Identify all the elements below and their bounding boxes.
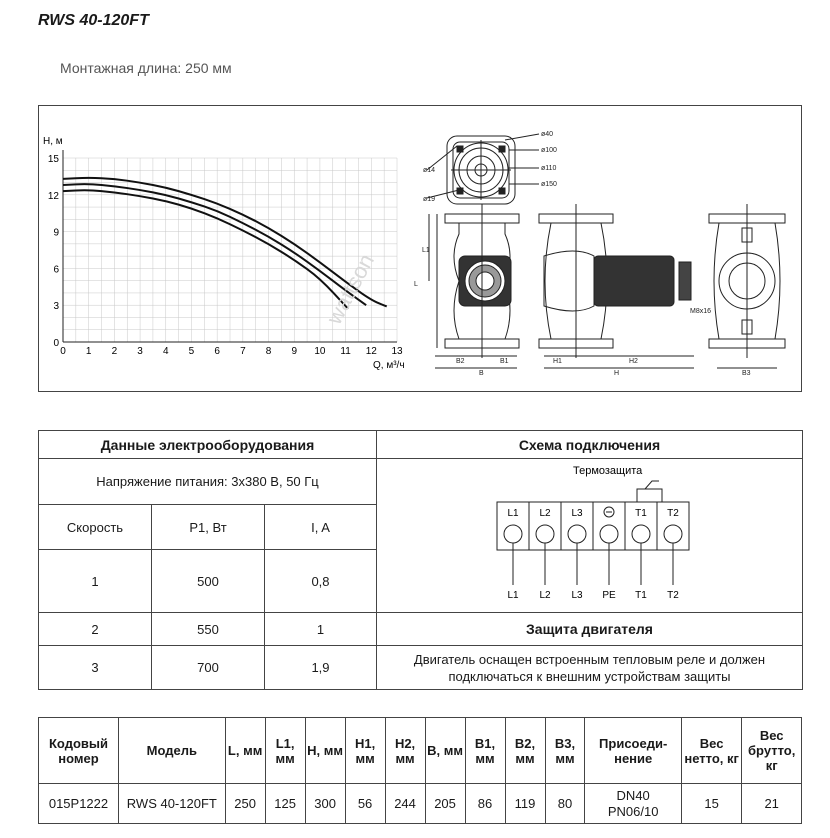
end-view-drawing <box>709 204 785 368</box>
dim-H1: H1 <box>553 358 562 365</box>
x-axis-label: Q, м³/ч <box>373 360 405 371</box>
col-p1-header: P1, Вт <box>152 505 265 550</box>
p1-1: 500 <box>152 550 265 613</box>
terminals <box>504 502 682 601</box>
dim-H2: H2 <box>629 358 638 365</box>
series-line-3 <box>63 190 348 309</box>
spec-col-connection: Присоеди-нение <box>585 718 681 784</box>
mount-length: Монтажная длина: 250 мм <box>60 60 232 76</box>
spec-net-weight: 15 <box>681 784 742 824</box>
terminal-top-label: T1 <box>635 508 647 519</box>
x-tick-label: 13 <box>391 346 403 357</box>
top-view-drawing <box>427 134 539 204</box>
spec-col-H1: H1, мм <box>345 718 385 784</box>
spec-data-row <box>39 784 802 824</box>
spec-gross-weight: 21 <box>742 784 802 824</box>
spec-col-L1: L1, мм <box>265 718 305 784</box>
spec-table <box>38 717 802 824</box>
voltage-cell: Напряжение питания: 3x380 В, 50 Гц <box>39 459 377 505</box>
protection-text: Двигатель оснащен встроенным тепловым реле и должен подключаться к внешним устройствам защиты <box>377 646 803 690</box>
y-tick-label: 3 <box>53 301 59 313</box>
spec-col-net-weight: Вес нетто, кг <box>681 718 742 784</box>
spec-conn-pn: PN06/10 <box>607 803 659 819</box>
electrical-table <box>38 430 803 690</box>
spec-code: 015P1222 <box>39 784 119 824</box>
protection-header: Защита двигателя <box>377 613 803 646</box>
terminal-screw <box>504 525 522 543</box>
x-tick-label: 3 <box>137 346 143 357</box>
dim-M8x16: M8x16 <box>690 308 712 315</box>
dim-B2: B2 <box>456 358 465 365</box>
terminal-screw <box>632 525 650 543</box>
spec-col-H: H, мм <box>305 718 345 784</box>
terminal-top-label: L2 <box>539 508 551 519</box>
label-d110: ø110 <box>541 165 557 172</box>
dim-H: H <box>614 370 620 377</box>
terminal-top-label: L1 <box>507 508 519 519</box>
spec-H2: 244 <box>385 784 425 824</box>
x-tick-label: 9 <box>291 346 298 357</box>
spec-header-row <box>39 718 802 784</box>
figure-svg <box>39 106 803 393</box>
x-tick-label: 7 <box>240 346 246 357</box>
dim-B: B <box>479 370 484 377</box>
front-view-drawing <box>429 204 519 368</box>
spec-col-L: L, мм <box>225 718 265 784</box>
col-i-header: I, A <box>265 505 377 550</box>
spec-connection <box>585 784 681 824</box>
label-d40: ø40 <box>541 131 554 138</box>
terminal-bottom-label: L2 <box>539 590 551 601</box>
spec-col-model: Модель <box>118 718 225 784</box>
label-d100: ø100 <box>541 147 557 154</box>
x-tick-label: 8 <box>265 346 272 357</box>
dim-B3: B3 <box>742 370 751 377</box>
x-tick-label: 1 <box>85 346 92 357</box>
spec-col-B2: B2, мм <box>505 718 545 784</box>
y-axis-label: H, м <box>43 136 63 147</box>
terminal-bottom-label: T2 <box>667 590 679 601</box>
spec-L1: 125 <box>265 784 305 824</box>
terminal-bottom-label: T1 <box>635 590 647 601</box>
spec-H: 300 <box>305 784 345 824</box>
spec-B3: 80 <box>545 784 585 824</box>
spec-col-gross-weight: Вес брутто, кг <box>742 718 802 784</box>
spec-col-B3: B3, мм <box>545 718 585 784</box>
performance-chart <box>43 136 405 371</box>
terminal-screw <box>664 525 682 543</box>
col-speed-header: Скорость <box>39 505 152 550</box>
terminal-top-label: T2 <box>667 508 679 519</box>
speed-2: 2 <box>39 613 152 646</box>
p1-2: 550 <box>152 613 265 646</box>
speed-1: 1 <box>39 550 152 613</box>
terminal-top-label: L3 <box>571 508 583 519</box>
watermark-text: wattson <box>321 249 380 329</box>
product-title: RWS 40-120FT <box>38 12 149 29</box>
p1-3: 700 <box>152 646 265 690</box>
x-tick-label: 4 <box>162 346 169 357</box>
terminal-bottom-label: PE <box>602 590 616 601</box>
y-tick-label: 0 <box>53 338 59 349</box>
side-view-drawing <box>539 204 694 368</box>
spec-col-B1: B1, мм <box>465 718 505 784</box>
spec-B2: 119 <box>505 784 545 824</box>
terminal-screw <box>536 525 554 543</box>
y-tick-label: 15 <box>47 154 59 165</box>
thermo-label: Термозащита <box>573 465 643 477</box>
spec-L: 250 <box>225 784 265 824</box>
dim-B1: B1 <box>500 358 509 365</box>
x-tick-label: 12 <box>365 346 377 357</box>
label-d150: ø150 <box>541 181 557 188</box>
x-tick-label: 10 <box>314 346 326 357</box>
x-tick-label: 0 <box>60 346 66 357</box>
i-2: 1 <box>265 613 377 646</box>
spec-col-B: B, мм <box>425 718 465 784</box>
end-view-labels <box>690 308 751 377</box>
spec-col-code: Кодовый номер <box>39 718 119 784</box>
x-tick-label: 11 <box>340 346 351 357</box>
terminal-screw <box>568 525 586 543</box>
speed-3: 3 <box>39 646 152 690</box>
wiring-diagram-cell <box>377 459 803 613</box>
x-tick-label: 5 <box>188 346 195 357</box>
dim-L: L <box>414 281 418 288</box>
dim-L1: L1 <box>422 247 430 254</box>
x-tick-label: 6 <box>214 346 220 357</box>
y-tick-label: 6 <box>53 264 59 276</box>
i-3: 1,9 <box>265 646 377 690</box>
y-tick-label: 9 <box>53 227 59 239</box>
spec-B: 205 <box>425 784 465 824</box>
y-tick-label: 12 <box>47 190 59 202</box>
spec-B1: 86 <box>465 784 505 824</box>
thermo-switch <box>637 481 662 502</box>
i-1: 0,8 <box>265 550 377 613</box>
figure-panel <box>38 105 802 392</box>
wiring-diagram <box>377 459 803 609</box>
spec-model: RWS 40-120FT <box>118 784 225 824</box>
terminal-bottom-label: L3 <box>571 590 583 601</box>
label-d19: ø19 <box>423 196 436 203</box>
wiring-header: Схема подключения <box>377 431 803 459</box>
terminal-bottom-label: L1 <box>507 590 519 601</box>
terminal-screw <box>600 525 618 543</box>
spec-H1: 56 <box>345 784 385 824</box>
electro-header: Данные электрооборудования <box>39 431 377 459</box>
x-tick-label: 2 <box>111 346 118 357</box>
label-d14: ø14 <box>423 167 436 174</box>
spec-col-H2: H2, мм <box>385 718 425 784</box>
spec-conn-dn: DN40 <box>616 787 650 803</box>
